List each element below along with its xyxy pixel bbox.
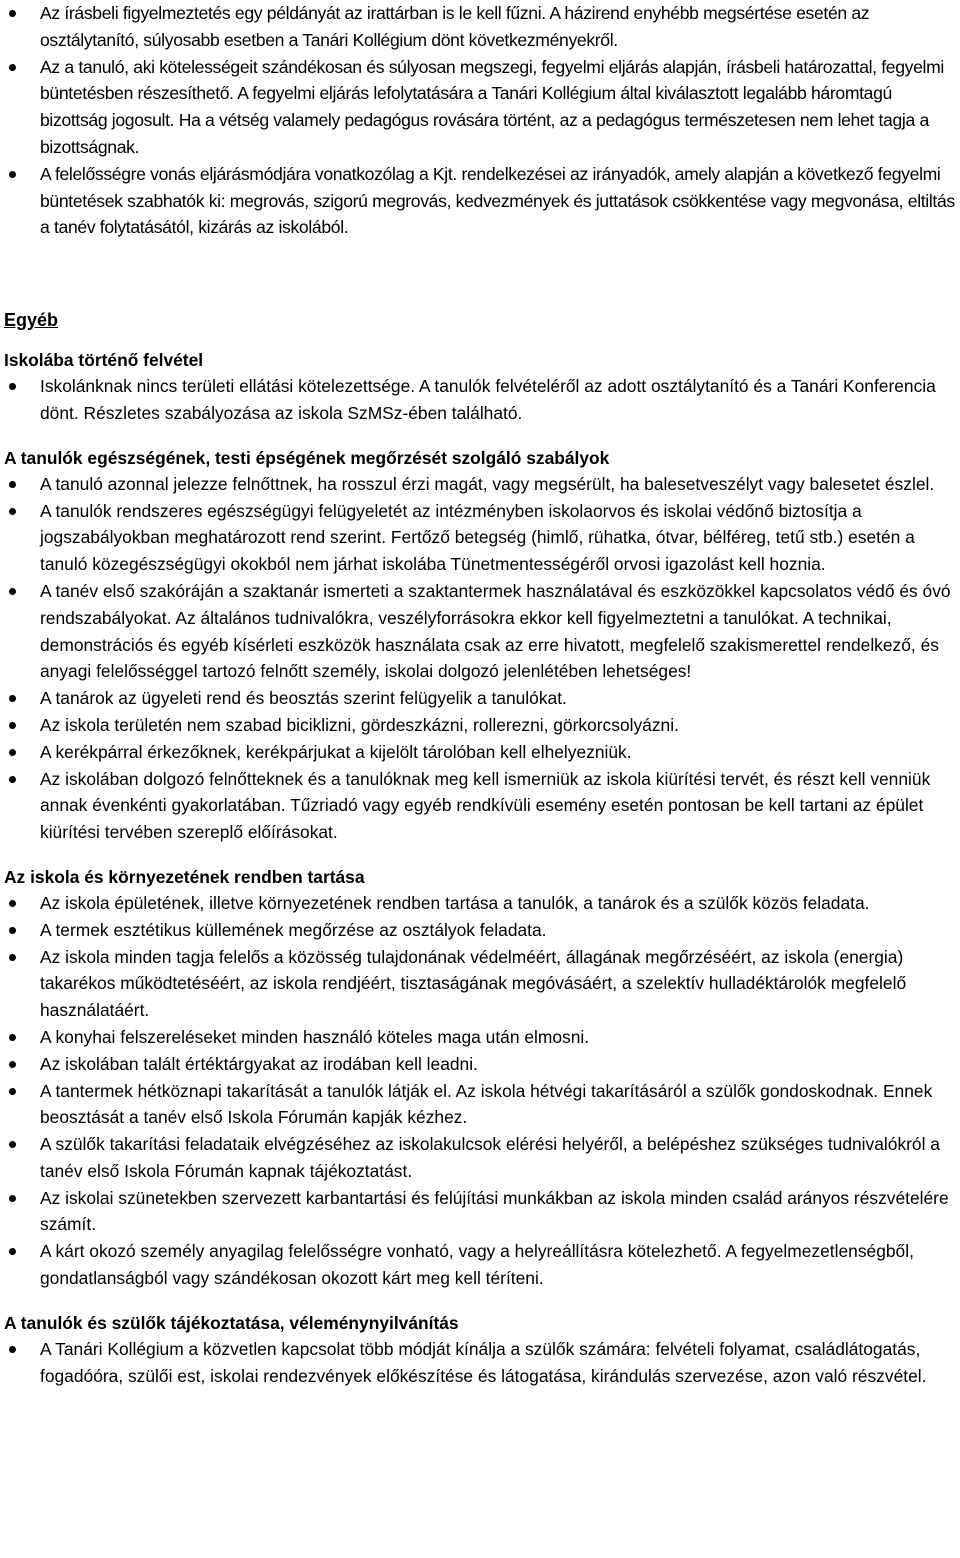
list-item: Az a tanuló, aki kötelességeit szándékosan és súlyosan megszegi, fegyelmi eljárás alapján, írásbeli határozattal, fegyelmi büntetésben részesíthető. A fegyelmi eljárás lefolytatására a Tanári Kollégium által kiválasztott legalább háromtagú bizottság jogosult. Ha a vétség valamely pedagógus rovására történt, az a pedagógus természetesen nem lehet tagja a bizottságnak. — [4, 54, 958, 161]
list-item: A kárt okozó személy anyagilag felelősségre vonható, vagy a helyreállításra kötelezhető. A fegyelmezetlenségből, gondatlanságból vagy szándékosan okozott kárt meg kell téríteni. — [4, 1238, 958, 1292]
list-item: Az iskola minden tagja felelős a közösség tulajdonának védelméért, állagának megőrzéséért, az iskola (energia) takarékos működtetéséért, az iskola rendjéért, tisztaságának megóvásáért, a szelektív hulladéktárolók megfelelő használatáért. — [4, 944, 958, 1024]
list-item: Az iskolában talált értéktárgyakat az irodában kell leadni. — [4, 1051, 958, 1078]
heading-tajekoztatas: A tanulók és szülők tájékoztatása, véleménynyilvánítás — [4, 1312, 459, 1333]
list-item: A felelősségre vonás eljárásmódjára vonatkozólag a Kjt. rendelkezései az irányadók, amely alapján a következő fegyelmi büntetések szabhatók ki: megrovás, szigorú megrovás, kedvezmények és juttatások csökkentése vagy megvonása, eltiltás a tanév folytatásától, kizárás az iskolából. — [4, 161, 958, 241]
egeszseg-list — [4, 471, 958, 846]
list-item: A termek esztétikus küllemének megőrzése az osztályok feladata. — [4, 917, 958, 944]
heading-rend: Az iskola és környezetének rendben tartása — [4, 866, 365, 887]
heading-felvetel: Iskolába történő felvétel — [4, 350, 204, 371]
list-item: A konyhai felszereléseket minden használó köteles maga után elmosni. — [4, 1024, 958, 1051]
list-item: Az iskolában dolgozó felnőtteknek és a tanulóknak meg kell ismerniük az iskola kiürítési tervét, és részt kell venniük annak évenkénti gyakorlatában. Tűzriadó vagy egyéb rendkívüli esemény esetén pontosan be kell tartani az épület kiürítési tervében szereplő előírásokat. — [4, 766, 958, 846]
list-item: Az írásbeli figyelmeztetés egy példányát az irattárban is le kell fűzni. A házirend enyhébb megsértése esetén az osztálytanító, súlyosabb esetben a Tanári Kollégium dönt következményekről. — [4, 0, 958, 54]
list-item: A tanév első szakóráján a szaktanár ismerteti a szaktantermek használatával és eszközökkel kapcsolatos védő és óvó rendszabályokat. Az általános tudnivalókra, veszélyforrásokra ekkor kell figyelmeztetni a tanulókat. A technikai, demonstrációs és egyéb kísérleti eszközök használata csak az erre hivatott, megfelelő szakismerettel rendelkező, és anyagi felelősséggel tartozó felnőtt személy, iskolai dolgozó jelenlétében lehetséges! — [4, 578, 958, 685]
felvetel-list — [4, 373, 958, 427]
list-item: Az iskola területén nem szabad biciklizni, gördeszkázni, rollerezni, görkorcsolyázni. — [4, 712, 958, 739]
list-item: Az iskola épületének, illetve környezetének rendben tartása a tanulók, a tanárok és a szülők közös feladata. — [4, 890, 958, 917]
list-item: A kerékpárral érkezőknek, kerékpárjukat a kijelölt tárolóban kell elhelyezniük. — [4, 739, 958, 766]
rend-list — [4, 890, 958, 1292]
list-item: A tanárok az ügyeleti rend és beosztás szerint felügyelik a tanulókat. — [4, 685, 958, 712]
list-item: Iskolánknak nincs területi ellátási kötelezettsége. A tanulók felvételéről az adott osztálytanító és a Tanári Konferencia dönt. Részletes szabályozása az iskola SzMSz-ében található. — [4, 373, 958, 427]
list-item: A Tanári Kollégium a közvetlen kapcsolat több módját kínálja a szülők számára: felvételi folyamat, családlátogatás, fogadóóra, szülői est, iskolai rendezvények előkészítése és látogatása, kirándulás szervezése, azon való részvétel. — [4, 1336, 958, 1390]
list-item: A tanuló azonnal jelezze felnőttnek, ha rosszul érzi magát, vagy megsérült, ha balesetveszélyt vagy balesetet észlel. — [4, 471, 958, 498]
list-item: Az iskolai szünetekben szervezett karbantartási és felújítási munkákban az iskola minden család arányos részvételére számít. — [4, 1185, 958, 1239]
tajekoztatas-list — [4, 1336, 958, 1390]
list-item: A tantermek hétköznapi takarítását a tanulók látják el. Az iskola hétvégi takarításáról a szülők gondoskodnak. Ennek beosztását a tanév első Iskola Fórumán kapják kézhez. — [4, 1078, 958, 1132]
heading-egeszseg: A tanulók egészségének, testi épségének megőrzését szolgáló szabályok — [4, 447, 610, 468]
list-item: A szülők takarítási feladataik elvégzéséhez az iskolakulcsok elérési helyéről, a belépéshez szükséges tudnivalókról a tanév első Iskola Fórumán kapnak tájékoztatást. — [4, 1131, 958, 1185]
list-item: A tanulók rendszeres egészségügyi felügyeletét az intézményben iskolaorvos és iskolai védőnő biztosítja a jogszabályokban meghatározott rend szerint. Fertőző betegség (himlő, rühatka, ótvar, bélféreg, tetű stb.) esetén a tanuló közegészségügyi okokból nem járhat iskolába Tünetmentességéről orvosi igazolást kell hoznia. — [4, 498, 958, 578]
section-title-egyeb: Egyéb — [4, 310, 59, 331]
discipline-list — [4, 0, 958, 241]
